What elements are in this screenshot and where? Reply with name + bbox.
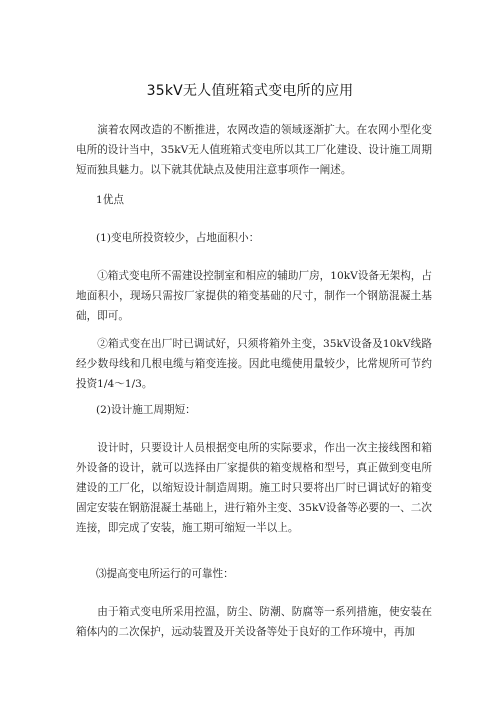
paragraph-item-2: ②箱式变在出厂时已调试好，只须将箱外主变，35kV设备及10kV线路经少数母线和几根电缆与箱变连接。因此电缆使用量较少，比常规所可节约投资1/4～1/3。 <box>76 338 432 390</box>
section-heading-advantages: 1优点 <box>96 194 124 206</box>
subsection-heading-schedule: (2)设计施工周期短： <box>96 404 196 416</box>
intro-paragraph: 演着农网改造的不断推进，农网改造的领域逐渐扩大。在农网小型化变电所的设计当中，35kV无人值班箱式变电所以其工厂化建设、设计施工周期短而独具魅力。以下就其优缺点及使用注意事项作一阐述。 <box>76 124 432 176</box>
subsection-heading-reliability: ⑶提高变电所运行的可靠性： <box>96 568 234 580</box>
paragraph-schedule: 设计时，只要设计人员根据变电所的实际要求，作出一次主接线图和箱外设备的设计，就可以选择由厂家提供的箱变规格和型号，真正做到变电所建设的工厂化，以缩短设计制造周期。施工时只要将出厂时已调试好的箱变固定安装在钢筋混凝土基础上，进行箱外主变、35kV设备等必要的一、二次连接，即完成了安装，施工期可缩短一半以上。 <box>76 442 432 534</box>
document-title: 35kV无人值班箱式变电所的应用 <box>146 83 354 99</box>
paragraph-reliability: 由于箱式变电所采用控温，防尘、防潮、防腐等一系列措施，使安装在箱体内的二次保护，远动装置及开关设备等处于良好的工作环境中，再加 <box>76 606 432 638</box>
subsection-heading-investment: (1)变电所投资较少，占地面积小： <box>96 232 260 244</box>
paragraph-item-1: ①箱式变电所不需建设控制室和相应的辅助厂房，10kV设备无架构，占地面积小，现场只需按厂家提供的箱变基础的尺寸，制作一个钢筋混凝土基础，即可。 <box>76 270 432 322</box>
